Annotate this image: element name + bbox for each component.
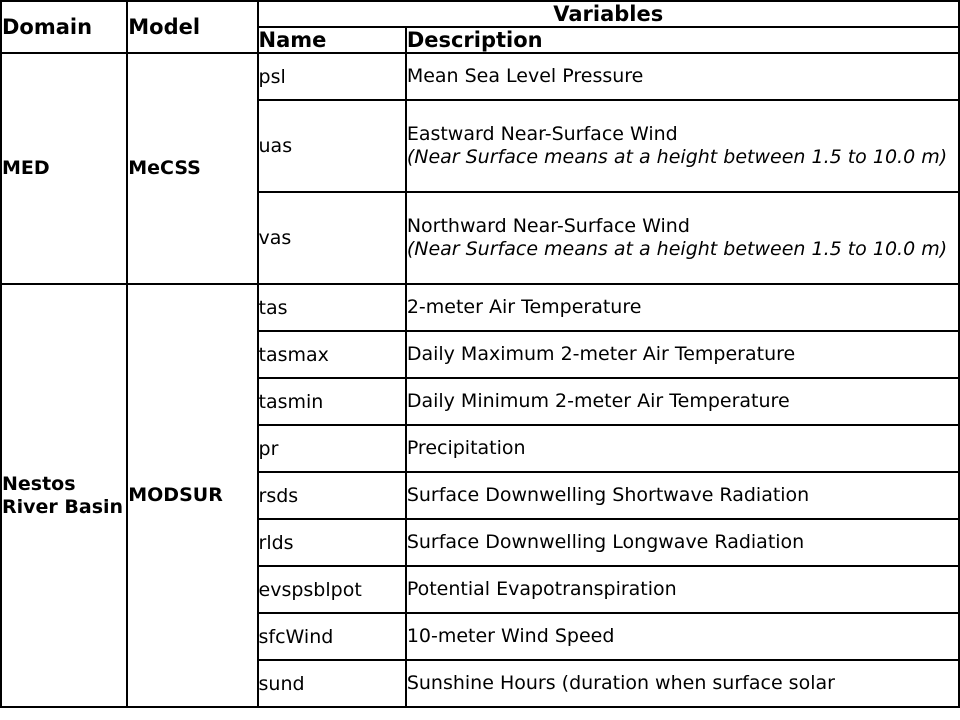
header-model: Model — [127, 1, 257, 53]
domain-cell-nestos: Nestos River Basin — [1, 284, 127, 707]
variable-name: uas — [258, 100, 406, 192]
table-row — [1, 53, 959, 100]
variable-description — [406, 100, 959, 192]
header-domain: Domain — [1, 1, 127, 53]
variable-name: pr — [258, 425, 406, 472]
variable-name: evspsblpot — [258, 566, 406, 613]
variable-description-main: Northward Near-Surface Wind — [406, 214, 690, 237]
variable-description: Daily Minimum 2-meter Air Temperature — [406, 378, 959, 425]
variable-description: 2-meter Air Temperature — [406, 284, 959, 331]
model-cell-mecss: MeCSS — [127, 53, 257, 284]
variable-name: psl — [258, 53, 406, 100]
variable-name: tasmax — [258, 331, 406, 378]
variable-name: tasmin — [258, 378, 406, 425]
variable-description: Surface Downwelling Longwave Radiation — [406, 519, 959, 566]
variable-description: Mean Sea Level Pressure — [406, 53, 959, 100]
variable-description-main: Eastward Near-Surface Wind — [406, 122, 678, 145]
variable-description: Surface Downwelling Shortwave Radiation — [406, 472, 959, 519]
variable-name: rlds — [258, 519, 406, 566]
variable-name: rsds — [258, 472, 406, 519]
variable-name: sund — [258, 660, 406, 707]
variable-name: vas — [258, 192, 406, 284]
variable-description — [406, 192, 959, 284]
variable-description: Precipitation — [406, 425, 959, 472]
variable-description: Daily Maximum 2-meter Air Temperature — [406, 331, 959, 378]
variable-description: Potential Evapotranspiration — [406, 566, 959, 613]
variable-name: sfcWind — [258, 613, 406, 660]
table-header-row-top — [1, 1, 959, 27]
variable-description: 10-meter Wind Speed — [406, 613, 959, 660]
header-name: Name — [258, 27, 406, 53]
variable-description: Sunshine Hours (duration when surface solar — [406, 660, 959, 707]
variable-description-note: (Near Surface means at a height between 1.5 to 10.0 m) — [406, 146, 948, 169]
variable-description-note: (Near Surface means at a height between 1.5 to 10.0 m) — [406, 238, 948, 261]
header-description: Description — [406, 27, 959, 53]
model-cell-modsur: MODSUR — [127, 284, 257, 707]
variable-name: tas — [258, 284, 406, 331]
header-variables: Variables — [258, 1, 959, 27]
domain-cell-med: MED — [1, 53, 127, 284]
table-row — [1, 284, 959, 331]
